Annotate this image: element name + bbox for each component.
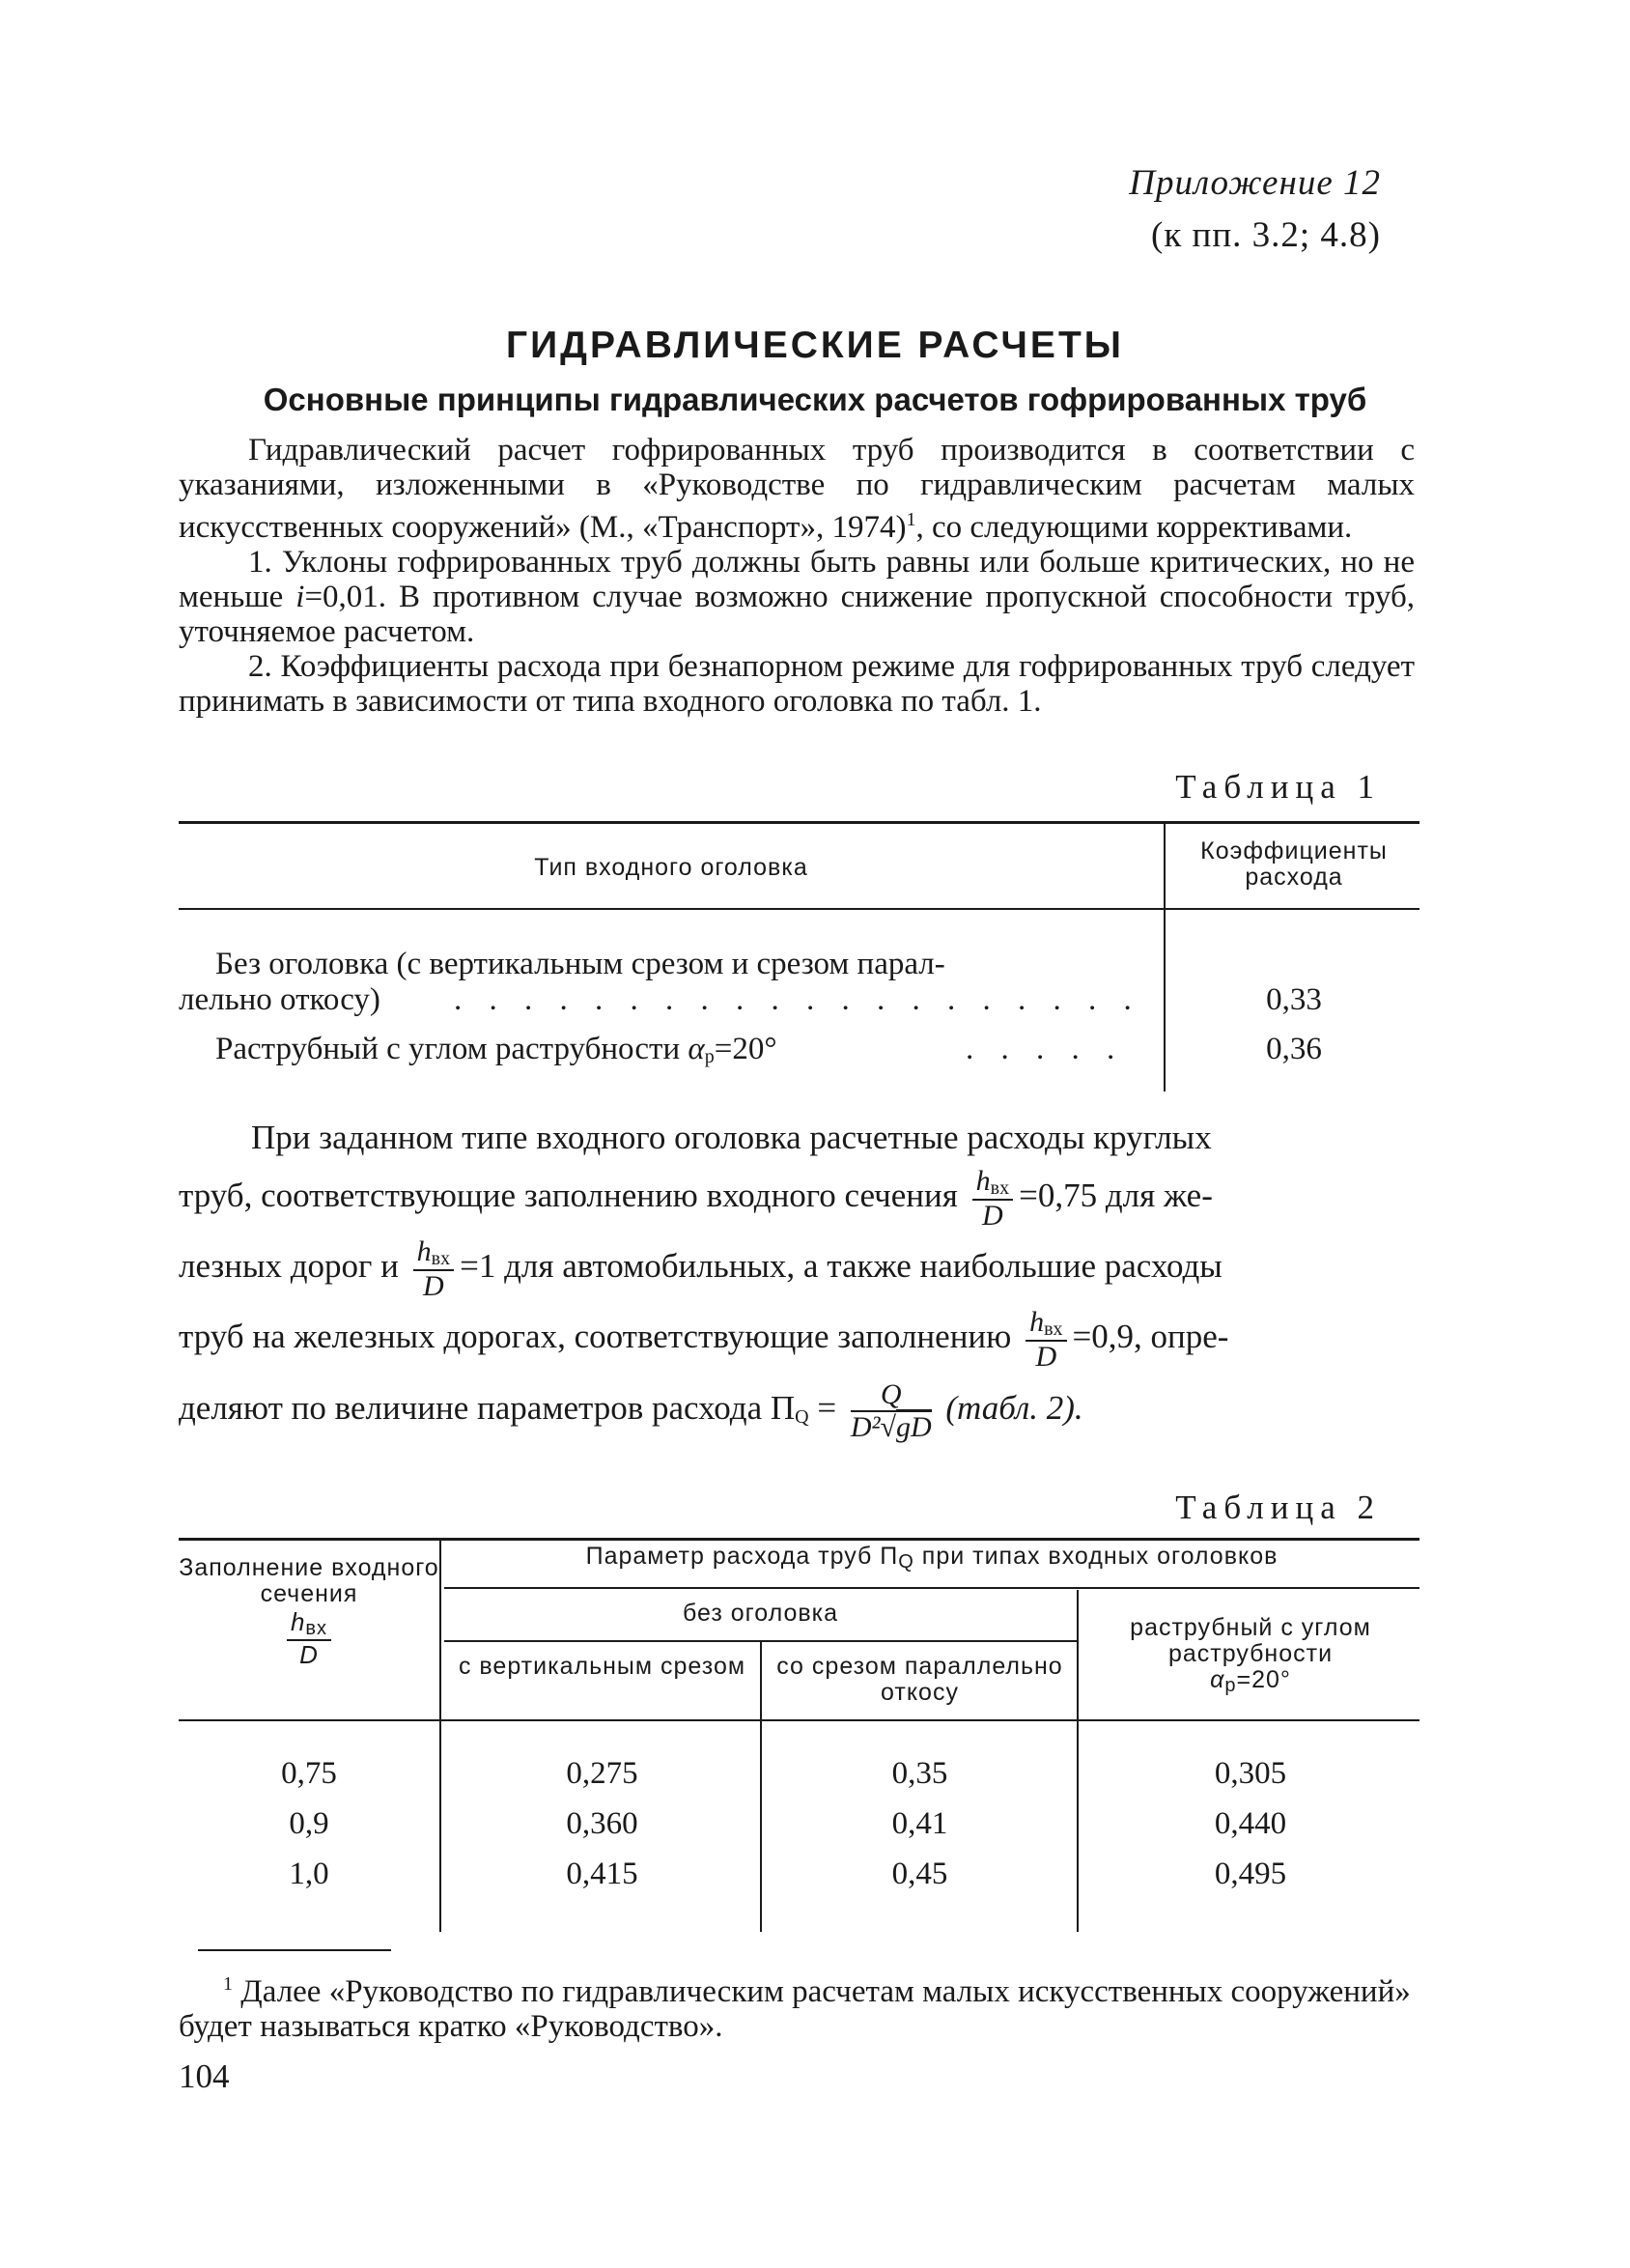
intro-paragraph bbox=[179, 433, 1415, 719]
table-1-row-2-label: Раструбный с углом раструбности $\alpha_р=20^\circ$ bbox=[215, 1032, 777, 1067]
table-2-cell: 0,495 bbox=[1214, 1857, 1287, 1891]
table-2-cell: 0,45 bbox=[891, 1857, 948, 1891]
table-2-header-vertical: с вертикальным срезом bbox=[458, 1653, 746, 1680]
slope-variable: i bbox=[295, 580, 305, 614]
table-1-col-coef: Коэффициенты расхода bbox=[1200, 837, 1388, 891]
page-title: ГИДРАВЛИЧЕСКИЕ РАСЧЕТЫ bbox=[506, 325, 1124, 366]
table-2-cell: 0,360 bbox=[566, 1806, 638, 1841]
footnote-divider bbox=[198, 1949, 391, 1951]
table-2-header-no-head: без оголовка bbox=[682, 1600, 839, 1627]
appendix-label: Приложение 12 bbox=[1129, 163, 1381, 203]
table-2-header-parallel: со срезом параллельно откосу bbox=[776, 1653, 1063, 1706]
table-2-cell: 0,9 bbox=[289, 1806, 329, 1841]
table-1-row-2-value: 0,36 bbox=[1266, 1032, 1322, 1066]
fill-ratio-fraction: $\frac{h_{вх}}{D}$ bbox=[1026, 1308, 1066, 1372]
table-2-cell: 0,440 bbox=[1214, 1806, 1287, 1841]
fill-ratio-fraction: $\frac{h_{вх}}{D}$ bbox=[413, 1237, 454, 1301]
table-2-header-param: Параметр расхода труб $П_Q$ при типах входных оголовков bbox=[585, 1543, 1279, 1573]
item-1-text-a: 1. Уклоны гофрированных труб должны быть равны или больше критических, но не меньше bbox=[179, 545, 1415, 614]
table-2-cell: 0,75 bbox=[281, 1756, 337, 1791]
table-2-cell: 0,275 bbox=[566, 1756, 638, 1791]
flow-line-4: труб на железных дорогах, соответствующие заполнению $\frac{h_{вх}}{D}$ =0,9, опре- bbox=[179, 1305, 1229, 1373]
item-1-text-b: =0,01. В противном случае возможно снижение пропускной способности труб, уточняемое расчетом. bbox=[179, 580, 1415, 649]
table-2-caption: Таблица 2 bbox=[1175, 1488, 1381, 1526]
table-2-cell: 0,415 bbox=[566, 1857, 638, 1891]
table-1-caption: Таблица 1 bbox=[1175, 768, 1381, 806]
intro-text-end: , со следующими коррективами. bbox=[915, 510, 1353, 545]
fill-ratio-fraction: $\frac{h_{вх}}{D}$ bbox=[972, 1167, 1013, 1231]
flow-parameter-fraction: $\frac{Q}{\text{D²√gD}}$ bbox=[850, 1377, 932, 1443]
section-subtitle: Основные принципы гидравлических расчетов гофрированных труб bbox=[263, 382, 1367, 417]
page-number: 104 bbox=[179, 2057, 230, 2095]
item-2-text: 2. Коэффициенты расхода при безнапорном режиме для гофрированных труб следует принимать в зависимости от типа входного оголовка по табл. 1. bbox=[179, 649, 1415, 719]
table-2-col-fill: Заполнение входного сечения $\frac{h_{вх}}{D}$ bbox=[179, 1554, 439, 1669]
appendix-reference: (к пп. 3.2; 4.8) bbox=[1151, 215, 1381, 255]
table-1-col-type: Тип входного оголовка bbox=[534, 854, 808, 881]
table-1-row-1-line1: Без оголовка (с вертикальным срезом и срезом парал- bbox=[215, 947, 945, 981]
intro-text: Гидравлический расчет гофрированных труб производится в соответствии с указаниями, изложенными в «Руководстве по гидравлическим расчетам малых искусственных сооружений» (М., «Транспорт», 1974) bbox=[179, 433, 1415, 545]
table-1-row-1-line2: лельно откосу) bbox=[179, 982, 380, 1017]
flow-line-5: деляют по величине параметров расхода $П_Q$ = $\frac{Q}{\text{D²√gD}}$ (табл. 2). bbox=[179, 1377, 1083, 1443]
footnote-mark: 1 bbox=[906, 509, 916, 530]
table-2-header-socket: раструбный с углом раструбности $\alpha_р=20^\circ$ bbox=[1130, 1614, 1371, 1696]
footnote: $^1$ Далее «Руководство по гидравлическим расчетам малых искусственных сооружений» будет называться кратко «Руководство». bbox=[179, 1973, 1411, 2044]
table-1-row-2-dots: . . . . . bbox=[966, 1032, 1125, 1066]
flow-line-2: труб, соответствующие заполнению входного сечения $\frac{h_{вх}}{D}$ =0,75 для же- bbox=[179, 1164, 1213, 1232]
flow-line-3: лезных дорог и $\frac{h_{вх}}{D}$ =1 для автомобильных, а также наибольшие расходы bbox=[179, 1234, 1222, 1302]
table-2-cell: 0,35 bbox=[891, 1756, 948, 1791]
table-1-row-1-dots: . . . . . . . . . . . . . . . . . . . . bbox=[454, 982, 1141, 1017]
table-2-cell: 0,305 bbox=[1214, 1756, 1287, 1791]
table-1-row-1-value: 0,33 bbox=[1266, 982, 1322, 1017]
table-2-cell: 1,0 bbox=[289, 1857, 329, 1891]
table-2-cell: 0,41 bbox=[891, 1806, 948, 1841]
flow-line-1: При заданном типе входного оголовка расчетные расходы круглых bbox=[251, 1119, 1212, 1156]
